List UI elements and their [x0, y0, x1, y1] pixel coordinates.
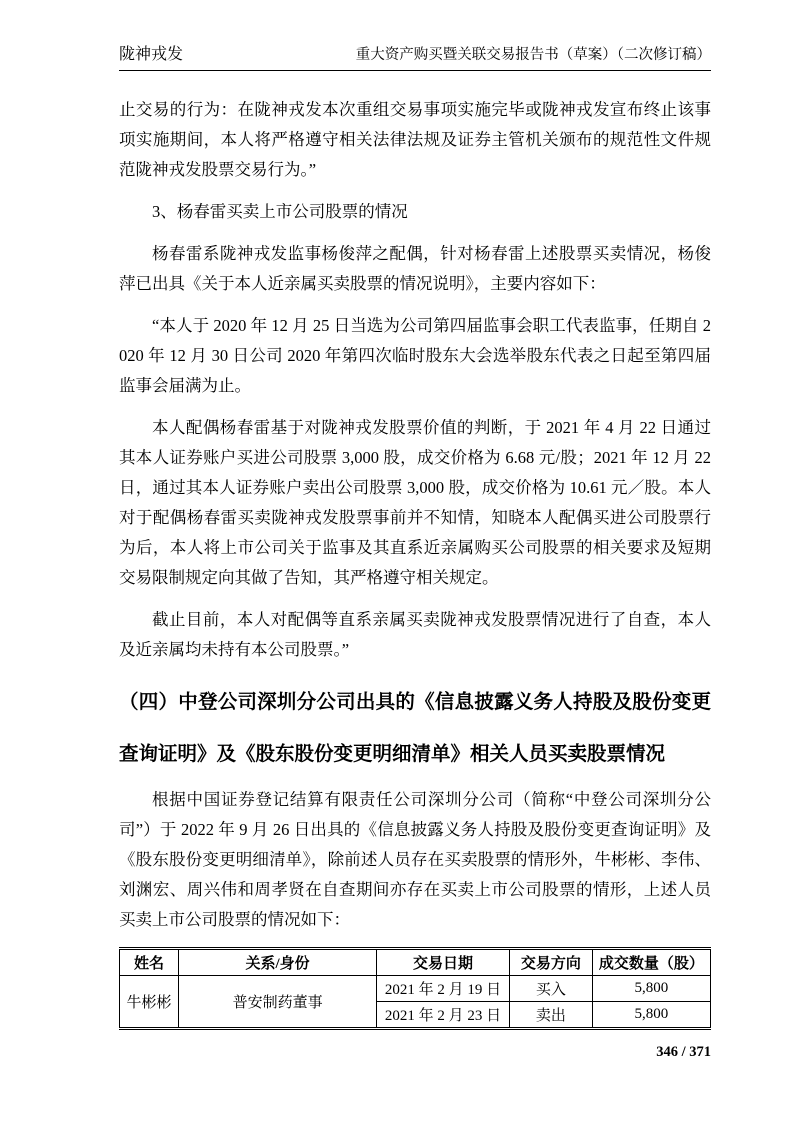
cell-trade-volume: 5,800 [592, 975, 710, 1001]
cell-trade-date: 2021 年 2 月 19 日 [377, 975, 510, 1001]
page-footer [119, 1044, 711, 1061]
table-header-relation: 关系/身份 [179, 948, 377, 975]
header-report-title: 重大资产购买暨关联交易报告书（草案）（二次修订稿） [355, 46, 711, 63]
section-heading-four: （四）中登公司深圳分公司出具的《信息披露义务人持股及股份变更查询证明》及《股东股份变更明细清单》相关人员买卖股票情况 [119, 691, 711, 765]
table-row [120, 975, 711, 1001]
paragraph-quote-1: “本人于 2020 年 12 月 25 日当选为公司第四届监事会职工代表监事，任期自 2020 年 12 月 30 日公司 2020 年第四次临时股东大会选举股东代表之日起至第四届监事会届满为止。 [119, 315, 711, 395]
paragraph-quote-3: 截止目前，本人对配偶等直系亲属买卖陇神戎发股票情况进行了自查，本人及近亲属均未持有本公司股票。” [119, 609, 711, 659]
cell-trade-direction: 卖出 [510, 1001, 593, 1028]
table-header-row [120, 948, 711, 975]
running-header [119, 46, 711, 71]
paragraph-continuation: 止交易的行为：在陇神戎发本次重组交易事项实施完毕或陇神戎发宣布终止该事项实施期间，本人将严格遵守相关法律法规及证券主管机关颁布的规范性文件规范陇神戎发股票交易行为。” [119, 99, 711, 179]
paragraph-csdc: 根据中国证券登记结算有限责任公司深圳分公司（简称“中登公司深圳分公司”）于 2022 年 9 月 26 日出具的《信息披露义务人持股及股份变更查询证明》及《股东股份变更明细清单》，除前述人员存在买卖股票的情形外，牛彬彬、李伟、刘渊宏、周兴伟和周孝贤在自查期间亦存在买卖上市公司股票的情形，上述人员买卖上市公司股票的情况如下： [119, 789, 711, 929]
table-header-volume: 成交数量（股） [592, 948, 710, 975]
table-header-direction: 交易方向 [510, 948, 593, 975]
page-content [119, 95, 711, 1061]
cell-person-relation: 普安制药董事 [179, 975, 377, 1028]
cell-trade-direction: 买入 [510, 975, 593, 1001]
heading-yang-section: 3、杨春雷买卖上市公司股票的情况 [152, 201, 408, 221]
share-trading-table [119, 947, 711, 1030]
cell-trade-volume: 5,800 [592, 1001, 710, 1028]
paragraph-quote-2: 本人配偶杨春雷基于对陇神戎发股票价值的判断，于 2021 年 4 月 22 日通过其本人证券账户买进公司股票 3,000 股，成交价格为 6.68 元/股；2021 年 12 月 22 日，通过其本人证券账户卖出公司股票 3,000 股，成交价格为 10.61 元／股。本人对于配偶杨春雷买卖陇神戎发股票事前并不知情，知晓本人配偶买进公司股票行为后，本人将上市公司关于监事及其直系近亲属购买公司股票的相关要求及短期交易限制规定向其做了告知，其严格遵守相关规定。 [119, 417, 711, 587]
header-company-name: 陇神戎发 [119, 46, 184, 63]
page-number: 346 / 371 [656, 1043, 711, 1060]
paragraph-yang-intro: 杨春雷系陇神戎发监事杨俊萍之配偶，针对杨春雷上述股票买卖情况，杨俊萍已出具《关于本人近亲属买卖股票的情况说明》，主要内容如下： [119, 243, 711, 293]
table-header-date: 交易日期 [377, 948, 510, 975]
table-header-name: 姓名 [120, 948, 179, 975]
cell-trade-date: 2021 年 2 月 23 日 [377, 1001, 510, 1028]
cell-person-name: 牛彬彬 [120, 975, 179, 1028]
